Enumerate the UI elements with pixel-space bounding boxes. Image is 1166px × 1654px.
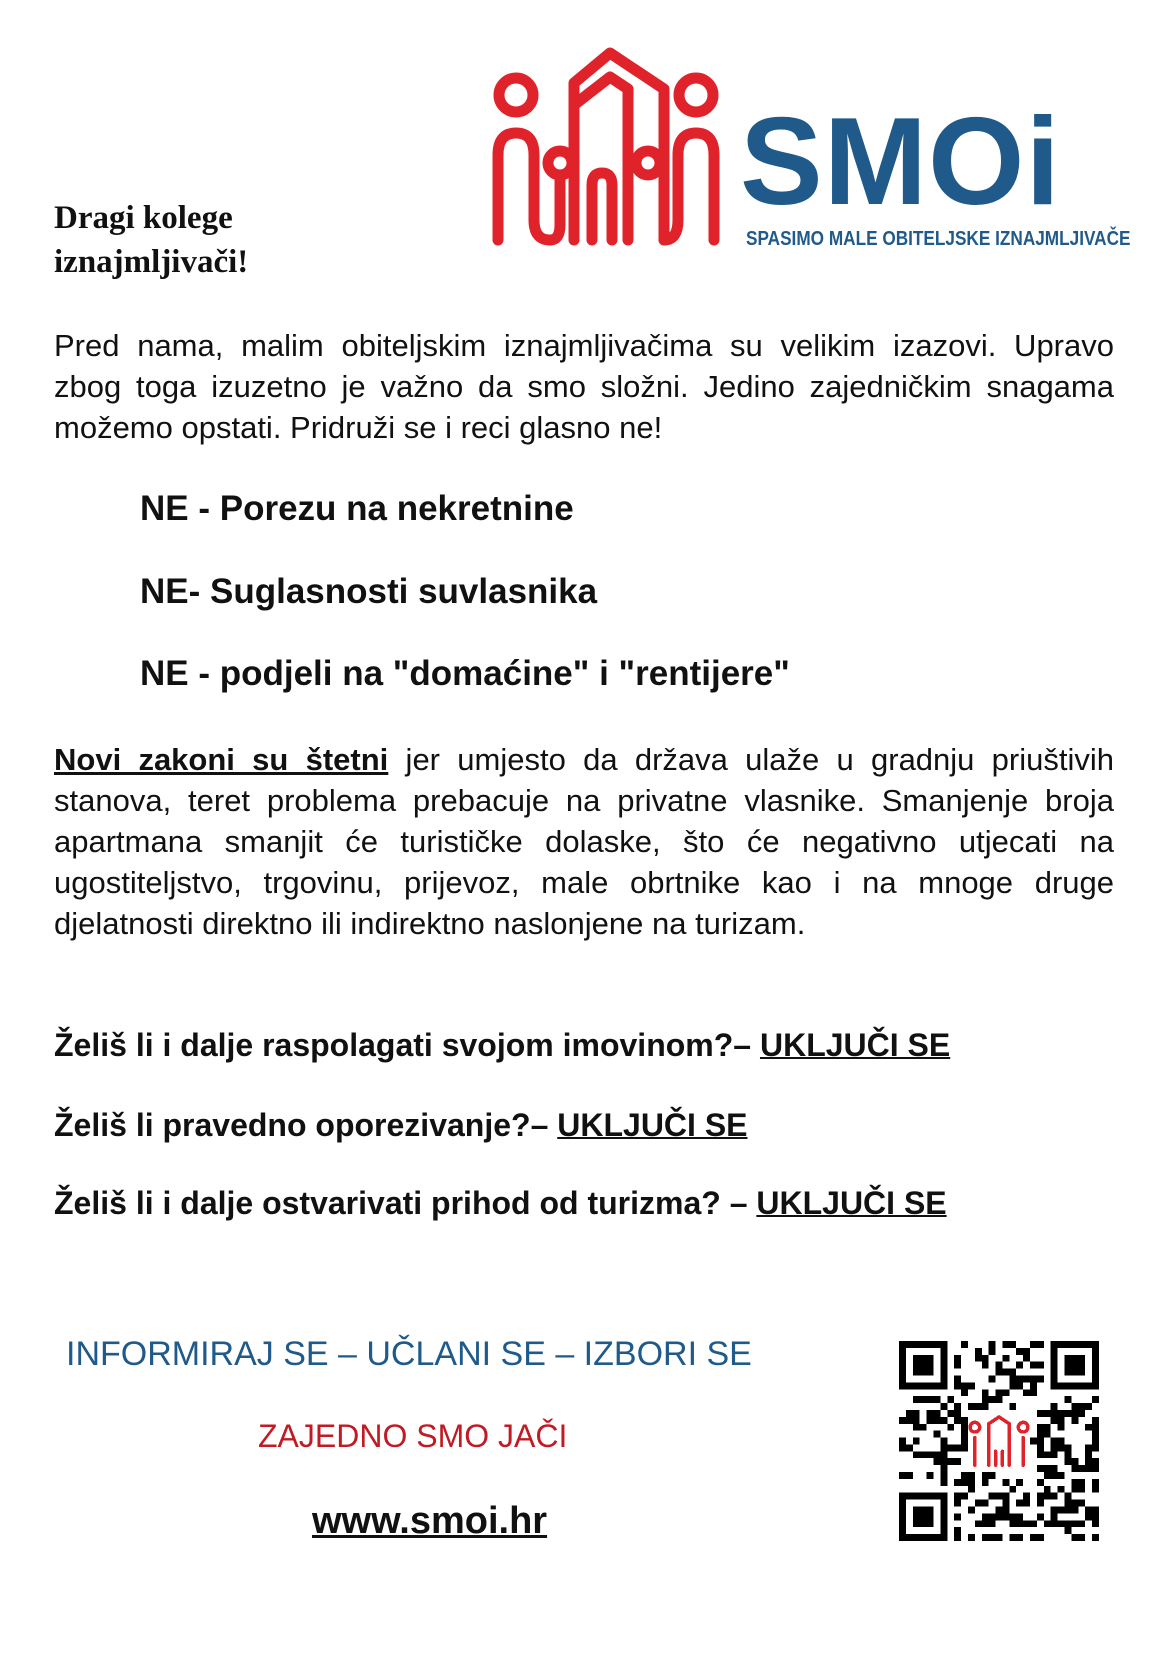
question-line	[54, 1185, 947, 1222]
join-link[interactable]: UKLJUČI SE	[756, 1185, 947, 1221]
website-link[interactable]: www.smoi.hr	[312, 1500, 548, 1542]
join-link[interactable]: UKLJUČI SE	[759, 1027, 951, 1063]
question-line	[54, 1027, 950, 1064]
greeting-line-2: iznajmljivači!	[54, 244, 249, 280]
greeting-line-1: Dragi kolege	[54, 200, 233, 236]
no-item: NE - podjeli na "domaćine" i "rentijere"	[140, 654, 790, 693]
no-item: NE- Suglasnosti suvlasnika	[140, 572, 598, 611]
houses-people-icon	[488, 45, 720, 255]
motto: INFORMIRAJ SE – UČLANI SE – IZBORI SE	[66, 1335, 752, 1373]
question-text: Želiš li i dalje ostvarivati prihod od turizma? –	[54, 1185, 757, 1221]
question-text: Želiš li i dalje raspolagati svojom imovinom?–	[54, 1027, 760, 1063]
brand-wordmark: SMOi	[740, 93, 1061, 231]
no-item: NE - Porezu na nekretnine	[140, 489, 574, 528]
intro-paragraph: Pred nama, malim obiteljskim iznajmljivačima su velikim izazovi. Upravo zbog toga izuzetno je važno da smo složni. Jedino zajedničkim snagama možemo opstati. Pridruži se i reci glasno ne!	[54, 328, 1114, 445]
laws-lead: Novi zakoni su štetni	[54, 742, 389, 777]
greeting	[54, 196, 248, 284]
join-link[interactable]: UKLJUČI SE	[557, 1107, 748, 1143]
together-slogan: ZAJEDNO SMO JAČI	[258, 1418, 568, 1454]
question-text: Želiš li pravedno oporezivanje?–	[54, 1107, 558, 1143]
brand-tagline: SPASIMO MALE OBITELJSKE IZNAJMLJIVAČE	[746, 228, 1131, 250]
qr-code-icon[interactable]	[899, 1341, 1099, 1541]
laws-paragraph	[54, 739, 1114, 944]
question-line	[54, 1107, 748, 1144]
laws-text: jer umjesto da država ulaže u gradnju priuštivih stanova, teret problema prebacuje na privatne vlasnike. Smanjenje broja apartmana smanjit će turističke dolaske, što će negativno utjecati na ugostiteljstvo, trgovinu, prijevoz, male obrtnike kao i na mnoge druge djelatnosti direktno ili indirektno naslonjene na turizam.	[54, 742, 1114, 941]
